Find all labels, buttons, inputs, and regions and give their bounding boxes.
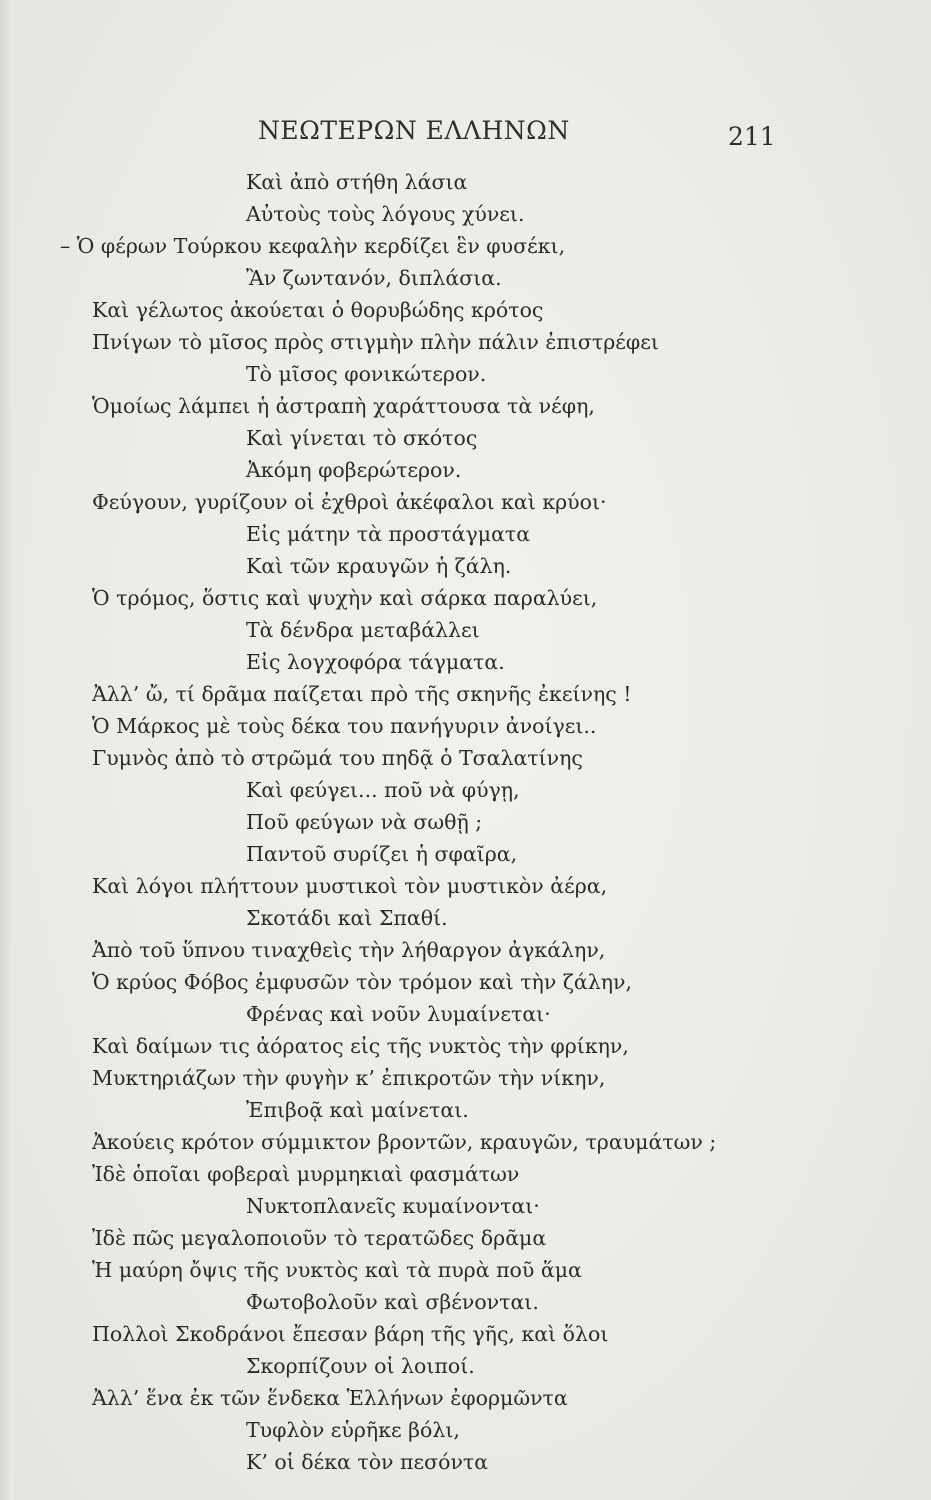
running-head: ΝΕΩΤΕΡΩΝ ΕΛΛΗΝΩΝ [258, 116, 570, 145]
poem-line: Νυκτοπλανεῖς κυμαίνονται· [246, 1194, 540, 1218]
poem-line: Ὁμοίως λάμπει ἡ ἀστραπὴ χαράττουσα τὰ νέφη, [92, 394, 595, 418]
poem-line: Καὶ γίνεται τὸ σκότος [246, 426, 478, 450]
poem-line: Καὶ φεύγει... ποῦ νὰ φύγῃ, [246, 778, 520, 802]
poem-line: Μυκτηριάζων τὴν φυγὴν κ’ ἐπικροτῶν τὴν νίκην, [92, 1066, 606, 1090]
page-edge-shadow [0, 0, 14, 1500]
poem-line: Ἀλλ’ ὤ, τί δρᾶμα παίζεται πρὸ τῆς σκηνῆς ἐκείνης ! [92, 682, 632, 706]
poem-line: Γυμνὸς ἀπὸ τὸ στρῶμά του πηδᾷ ὁ Τσαλατίνης [92, 746, 583, 770]
poem-line: Τὰ δένδρα μεταβάλλει [246, 618, 480, 642]
poem-line: Ἡ μαύρη ὄψις τῆς νυκτὸς καὶ τὰ πυρὰ ποῦ ἅμα [92, 1258, 582, 1282]
page-number: 211 [728, 122, 776, 151]
poem-line: Καὶ γέλωτος ἀκούεται ὁ θορυβώδης κρότος [92, 298, 544, 322]
poem-line: Φωτοβολοῦν καὶ σβένονται. [246, 1290, 539, 1314]
poem-line: Τὸ μῖσος φονικώτερον. [246, 362, 487, 386]
poem-line: Ἀκόμη φοβερώτερον. [246, 458, 462, 482]
poem-line: Σκορπίζουν οἱ λοιποί. [246, 1354, 475, 1378]
poem-line: Καὶ τῶν κραυγῶν ἡ ζάλη. [246, 554, 512, 578]
poem-line: Ὁ Μάρκος μὲ τοὺς δέκα του πανήγυριν ἀνοίγει.. [92, 714, 597, 738]
poem-line: Ποῦ φεύγων νὰ σωθῇ ; [246, 810, 483, 834]
poem-line: Ἀπὸ τοῦ ὕπνου τιναχθεὶς τὴν λήθαργον ἀγκάλην, [92, 938, 606, 962]
poem-line: Φρένας καὶ νοῦν λυμαίνεται· [246, 1002, 551, 1026]
poem-line: Ἀκούεις κρότον σύμμικτον βροντῶν, κραυγῶν, τραυμάτων ; [92, 1130, 717, 1154]
poem-line: Ἰδὲ πῶς μεγαλοποιοῦν τὸ τερατῶδες δρᾶμα [92, 1226, 547, 1250]
poem-line: Αὐτοὺς τοὺς λόγους χύνει. [246, 202, 525, 226]
poem-line: – Ὁ φέρων Τούρκου κεφαλὴν κερδίζει ἓν φυσέκι, [60, 234, 566, 258]
poem-line: Κ’ οἱ δέκα τὸν πεσόντα [246, 1450, 489, 1474]
poem-line: Ὁ κρύος Φόβος ἐμφυσῶν τὸν τρόμον καὶ τὴν ζάλην, [92, 970, 633, 994]
poem-line: Ἰδὲ ὁποῖαι φοβεραὶ μυρμηκιαὶ φασμάτων [92, 1162, 520, 1186]
poem-line: Εἰς μάτην τὰ προστάγματα [246, 522, 531, 546]
poem-line: Ὁ τρόμος, ὅστις καὶ ψυχὴν καὶ σάρκα παραλύει, [92, 586, 598, 610]
poem-line: Τυφλὸν εὑρῆκε βόλι, [246, 1418, 460, 1442]
poem-line: Πολλοὶ Σκοδράνοι ἔπεσαν βάρη τῆς γῆς, καὶ ὅλοι [92, 1322, 609, 1346]
poem-line: Παντοῦ συρίζει ἡ σφαῖρα, [246, 842, 518, 866]
poem-line: Πνίγων τὸ μῖσος πρὸς στιγμὴν πλὴν πάλιν ἐπιστρέφει [92, 330, 659, 354]
page-header [0, 112, 931, 152]
poem-line: Εἰς λογχοφόρα τάγματα. [246, 650, 505, 674]
poem-line: Φεύγουν, γυρίζουν οἱ ἐχθροὶ ἀκέφαλοι καὶ κρύοι· [92, 490, 607, 514]
poem-line: Καὶ δαίμων τις ἀόρατος εἰς τῆς νυκτὸς τὴν φρίκην, [92, 1034, 629, 1058]
poem-line: Ἀλλ’ ἕνα ἐκ τῶν ἕνδεκα Ἑλλήνων ἐφορμῶντα [92, 1386, 568, 1410]
poem-line: Καὶ ἀπὸ στήθη λάσια [246, 170, 468, 194]
poem-line: Ἂν ζωντανόν, διπλάσια. [246, 266, 502, 290]
poem-line: Καὶ λόγοι πλήττουν μυστικοὶ τὸν μυστικὸν ἀέρα, [92, 874, 608, 898]
poem-line: Ἐπιβοᾷ καὶ μαίνεται. [246, 1098, 469, 1122]
poem-line: Σκοτάδι καὶ Σπαθί. [246, 906, 448, 930]
